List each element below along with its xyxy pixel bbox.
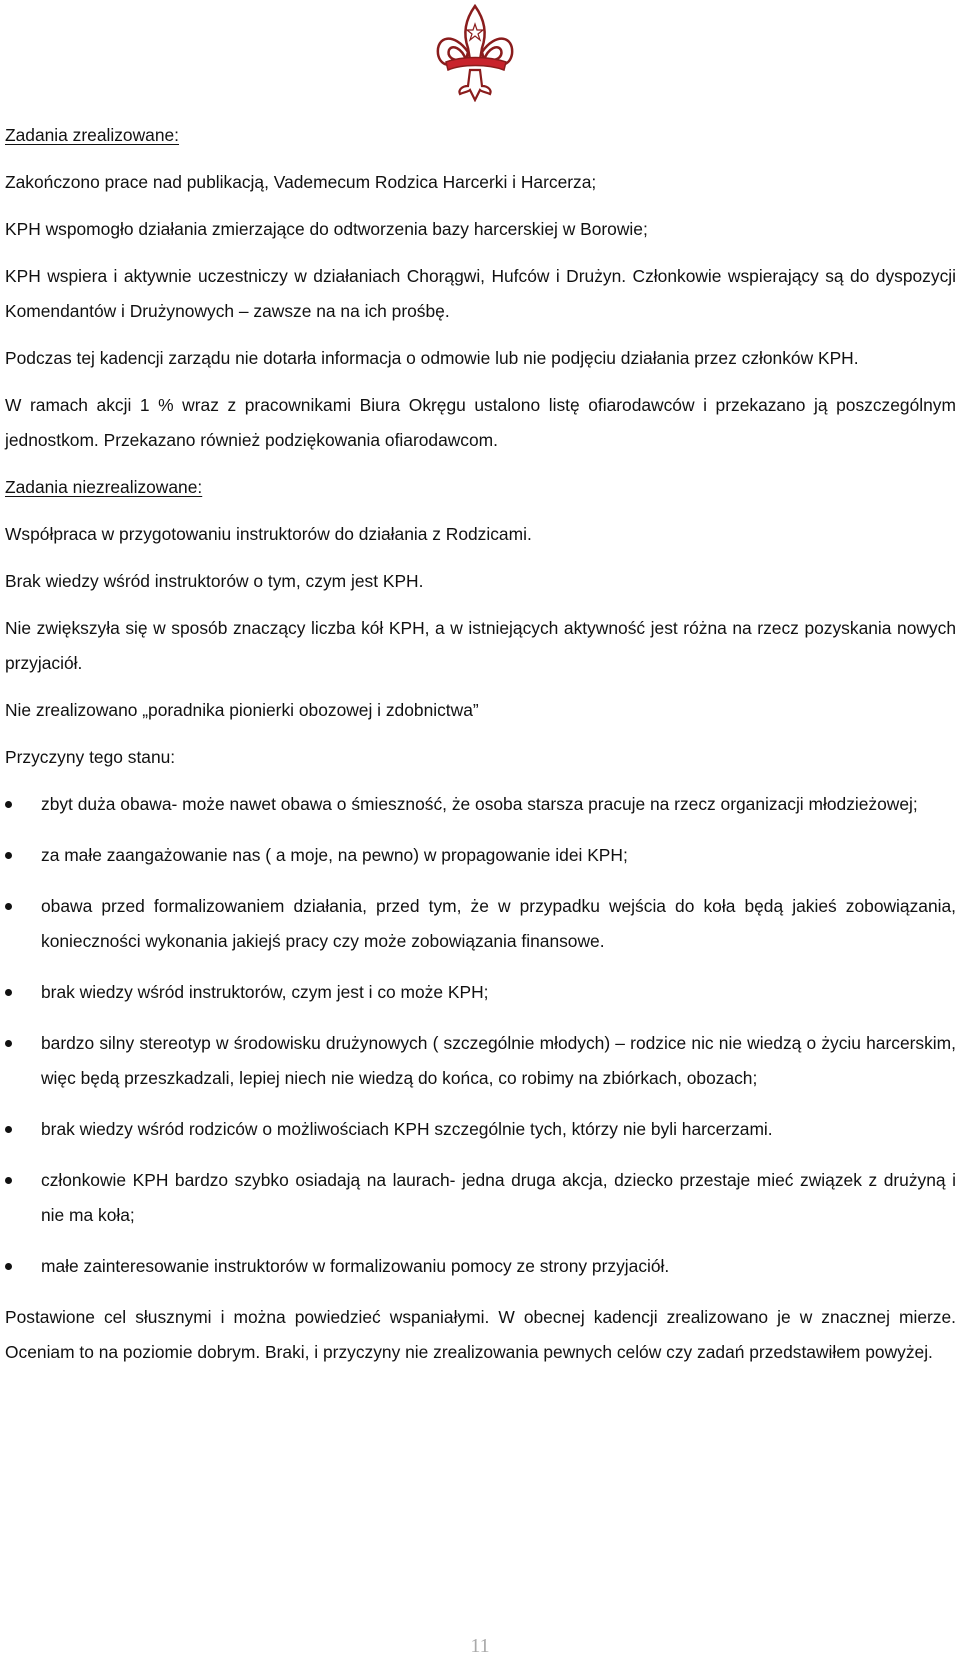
document-body xyxy=(5,118,956,1382)
uncompleted-heading: Zadania niezrealizowane: xyxy=(5,477,203,497)
bullet-icon xyxy=(5,1040,12,1047)
bullet-icon xyxy=(5,1177,12,1184)
completed-paragraph: KPH wspiera i aktywnie uczestniczy w działaniach Chorągwi, Hufców i Drużyn. Członkowie wspierający są do dyspozycji Komendantów i Drużynowych – zawsze na na ich prośbę. xyxy=(5,266,956,321)
list-item-text: zbyt duża obawa- może nawet obawa o śmieszność, że osoba starsza pracuje na rzecz organizacji młodzieżowej; xyxy=(41,794,918,814)
list-item xyxy=(5,1026,956,1096)
conclusion-paragraph: Postawione cel słusznymi i można powiedzieć wspaniałymi. W obecnej kadencji zrealizowano je w znacznej mierze. Oceniam to na poziomie dobrym. Braki, i przyczyny nie zrealizowania pewnych celów czy zadań przedstawiłem powyżej. xyxy=(5,1307,956,1362)
completed-paragraph: KPH wspomogło działania zmierzające do odtworzenia bazy harcerskiej w Borowie; xyxy=(5,219,648,239)
list-item xyxy=(5,787,956,822)
uncompleted-paragraph: Współpraca w przygotowaniu instruktorów do działania z Rodzicami. xyxy=(5,524,532,544)
bullet-icon xyxy=(5,989,12,996)
completed-heading: Zadania zrealizowane: xyxy=(5,125,180,145)
bullet-icon xyxy=(5,852,12,859)
page-number: 11 xyxy=(470,1635,490,1657)
list-item xyxy=(5,975,956,1010)
completed-paragraph: Podczas tej kadencji zarządu nie dotarła informacja o odmowie lub nie podjęciu działania przez członków KPH. xyxy=(5,348,859,368)
list-item-text: małe zainteresowanie instruktorów w formalizowaniu pomocy ze strony przyjaciół. xyxy=(41,1256,670,1276)
uncompleted-paragraph: Nie zwiększyła się w sposób znaczący liczba kół KPH, a w istniejących aktywność jest różna na rzecz pozyskania nowych przyjaciół. xyxy=(5,618,956,673)
bullet-icon xyxy=(5,1126,12,1133)
list-item xyxy=(5,1112,956,1147)
list-item-text: brak wiedzy wśród rodziców o możliwościach KPH szczególnie tych, którzy nie byli harcerzami. xyxy=(41,1119,773,1139)
reasons-list xyxy=(5,787,956,1284)
bullet-icon xyxy=(5,1263,12,1270)
fleur-de-lis-icon xyxy=(432,2,518,102)
list-item xyxy=(5,1163,956,1233)
reasons-intro: Przyczyny tego stanu: xyxy=(5,747,176,767)
completed-paragraph: W ramach akcji 1 % wraz z pracownikami Biura Okręgu ustalono listę ofiarodawców i przekazano ją poszczególnym jednostkom. Przekazano również podziękowania ofiarodawcom. xyxy=(5,395,956,450)
list-item xyxy=(5,889,956,959)
list-item-text: brak wiedzy wśród instruktorów, czym jest i co może KPH; xyxy=(41,982,489,1002)
list-item xyxy=(5,838,956,873)
bullet-icon xyxy=(5,903,12,910)
list-item-text: członkowie KPH bardzo szybko osiadają na laurach- jedna druga akcja, dziecko przestaje mieć związek z drużyną i nie ma koła; xyxy=(41,1170,956,1225)
list-item-text: obawa przed formalizowaniem działania, przed tym, że w przypadku wejścia do koła będą jakieś zobowiązania, konieczności wykonania jakiejś pracy czy może zobowiązania finansowe. xyxy=(41,896,956,951)
bullet-icon xyxy=(5,801,12,808)
completed-paragraph: Zakończono prace nad publikacją, Vademecum Rodzica Harcerki i Harcerza; xyxy=(5,172,597,192)
list-item-text: za małe zaangażowanie nas ( a moje, na pewno) w propagowanie idei KPH; xyxy=(41,845,628,865)
uncompleted-paragraph: Nie zrealizowano „poradnika pionierki obozowej i zdobnictwa” xyxy=(5,700,479,720)
list-item-text: bardzo silny stereotyp w środowisku drużynowych ( szczególnie młodych) – rodzice nic nie wiedzą o życiu harcerskim, więc będą przeszkadzali, lepiej niech nie wiedzą do końca, co robimy na zbiórkach, obozach; xyxy=(41,1033,956,1088)
list-item xyxy=(5,1249,956,1284)
uncompleted-paragraph: Brak wiedzy wśród instruktorów o tym, czym jest KPH. xyxy=(5,571,424,591)
